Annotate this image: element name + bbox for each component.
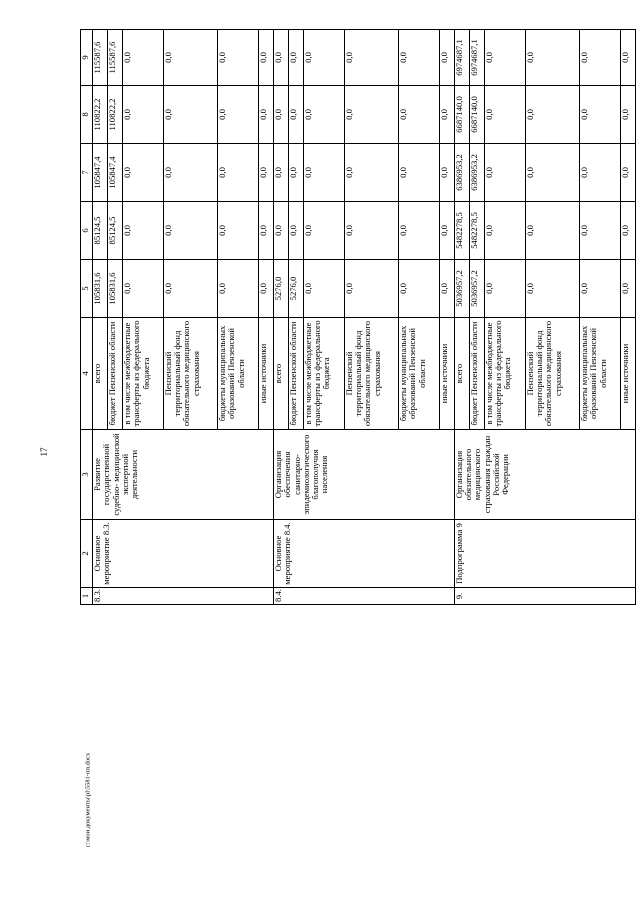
amount-cell: 0,0 [288, 86, 303, 144]
description-cell: Организация обеспечения санитарно-эпидемиологического благополучия населения [273, 430, 454, 520]
amount-cell: 0,0 [303, 86, 344, 144]
amount-cell: 0,0 [344, 202, 398, 260]
amount-cell: 0,0 [525, 144, 579, 202]
rotated-page [80, 30, 636, 605]
amount-cell: 0,0 [303, 202, 344, 260]
amount-cell: 0,0 [484, 86, 525, 144]
header-cell: 5 [81, 260, 93, 318]
amount-cell: 0,0 [258, 86, 273, 144]
table-row [454, 30, 469, 605]
amount-cell: 6386953,2 [454, 144, 469, 202]
amount-cell: 0,0 [484, 260, 525, 318]
measure-name-cell: Подпрограмма 9 [454, 520, 635, 588]
table-body [93, 30, 636, 605]
description-cell: Организация обязательного медицинского страхования граждан Российской Федерации [454, 430, 635, 520]
funding-source-cell: бюджет Пензенской области [107, 318, 122, 430]
amount-cell: 0,0 [258, 260, 273, 318]
amount-cell: 0,0 [288, 30, 303, 86]
amount-cell: 0,0 [580, 202, 621, 260]
amount-cell: 0,0 [580, 30, 621, 86]
amount-cell: 0,0 [303, 144, 344, 202]
amount-cell: 0,0 [399, 86, 440, 144]
amount-cell: 0,0 [399, 202, 440, 260]
header-cell: 3 [81, 430, 93, 520]
amount-cell: 0,0 [258, 202, 273, 260]
funding-source-cell: бюджет Пензенской области [469, 318, 484, 430]
header-cell: 6 [81, 202, 93, 260]
funding-source-cell: всего [93, 318, 108, 430]
amount-cell: 0,0 [525, 202, 579, 260]
description-cell: Развитие государственной судебно- медицинской экспертной деятельности [93, 430, 274, 520]
funding-source-cell: бюджеты муниципальных образований Пензенской области [580, 318, 621, 430]
amount-cell: 110822,2 [107, 86, 122, 144]
amount-cell: 0,0 [273, 144, 288, 202]
funding-source-cell: Пензенский территориальный фонд обязательного медицинского страхования [344, 318, 398, 430]
funding-source-cell: в том числе межбюджетные трансферты из федерального бюджета [303, 318, 344, 430]
amount-cell: 0,0 [344, 86, 398, 144]
page-number: 17 [39, 447, 49, 457]
header-cell: 2 [81, 520, 93, 588]
amount-cell: 0,0 [218, 144, 259, 202]
funding-source-cell: иные источники [620, 318, 635, 430]
code-cell: 9. [454, 588, 635, 605]
amount-cell: 0,0 [163, 144, 217, 202]
amount-cell: 0,0 [273, 202, 288, 260]
amount-cell: 0,0 [122, 144, 163, 202]
amount-cell: 105831,6 [93, 260, 108, 318]
amount-cell: 6974687,1 [454, 30, 469, 86]
amount-cell: 5482278,5 [469, 202, 484, 260]
amount-cell: 6687140,0 [469, 86, 484, 144]
amount-cell: 0,0 [525, 260, 579, 318]
amount-cell: 0,0 [163, 86, 217, 144]
amount-cell: 0,0 [122, 202, 163, 260]
amount-cell: 5276,0 [273, 260, 288, 318]
header-row [81, 30, 93, 605]
amount-cell: 0,0 [288, 144, 303, 202]
amount-cell: 0,0 [439, 30, 454, 86]
amount-cell: 0,0 [580, 144, 621, 202]
amount-cell: 6386953,2 [469, 144, 484, 202]
budget-table [80, 29, 636, 605]
amount-cell: 105847,4 [107, 144, 122, 202]
amount-cell: 0,0 [344, 30, 398, 86]
amount-cell: 0,0 [303, 260, 344, 318]
funding-source-cell: Пензенский территориальный фонд обязательного медицинского страхования [163, 318, 217, 430]
amount-cell: 0,0 [620, 30, 635, 86]
amount-cell: 85124,5 [107, 202, 122, 260]
amount-cell: 0,0 [273, 86, 288, 144]
amount-cell: 0,0 [122, 260, 163, 318]
amount-cell: 0,0 [218, 202, 259, 260]
amount-cell: 0,0 [399, 260, 440, 318]
funding-source-cell: всего [454, 318, 469, 430]
amount-cell: 0,0 [620, 260, 635, 318]
funding-source-cell: бюджет Пензенской области [288, 318, 303, 430]
code-cell: 8.4. [273, 588, 454, 605]
funding-source-cell: иные источники [258, 318, 273, 430]
amount-cell: 5482278,5 [454, 202, 469, 260]
amount-cell: 85124,5 [93, 202, 108, 260]
amount-cell: 0,0 [439, 144, 454, 202]
amount-cell: 0,0 [344, 260, 398, 318]
header-cell: 9 [81, 30, 93, 86]
amount-cell: 0,0 [273, 30, 288, 86]
amount-cell: 0,0 [303, 30, 344, 86]
amount-cell: 0,0 [218, 30, 259, 86]
amount-cell: 105847,4 [93, 144, 108, 202]
amount-cell: 0,0 [484, 144, 525, 202]
measure-name-cell: Основное мероприятие 8.3. [93, 520, 274, 588]
amount-cell: 0,0 [163, 202, 217, 260]
amount-cell: 0,0 [439, 86, 454, 144]
funding-source-cell: в том числе межбюджетные трансферты из федерального бюджета [484, 318, 525, 430]
amount-cell: 105831,6 [107, 260, 122, 318]
amount-cell: 0,0 [218, 86, 259, 144]
amount-cell: 0,0 [620, 202, 635, 260]
amount-cell: 0,0 [218, 260, 259, 318]
header-cell: 4 [81, 318, 93, 430]
amount-cell: 5036957,2 [454, 260, 469, 318]
amount-cell: 0,0 [344, 144, 398, 202]
measure-name-cell: Основное мероприятие 8.4. [273, 520, 454, 588]
funding-source-cell: бюджеты муниципальных образований Пензенской области [218, 318, 259, 430]
funding-source-cell: в том числе межбюджетные трансферты из федерального бюджета [122, 318, 163, 430]
funding-source-cell: бюджеты муниципальных образований Пензенской области [399, 318, 440, 430]
amount-cell: 0,0 [258, 144, 273, 202]
amount-cell: 0,0 [122, 30, 163, 86]
amount-cell: 0,0 [439, 260, 454, 318]
amount-cell: 0,0 [288, 202, 303, 260]
amount-cell: 0,0 [620, 144, 635, 202]
amount-cell: 0,0 [258, 30, 273, 86]
amount-cell: 0,0 [399, 30, 440, 86]
amount-cell: 0,0 [399, 144, 440, 202]
code-cell: 8.3. [93, 588, 274, 605]
amount-cell: 0,0 [163, 260, 217, 318]
header-cell: 7 [81, 144, 93, 202]
amount-cell: 6974687,1 [469, 30, 484, 86]
amount-cell: 0,0 [580, 260, 621, 318]
amount-cell: 115587,6 [107, 30, 122, 86]
amount-cell: 0,0 [525, 86, 579, 144]
funding-source-cell: иные источники [439, 318, 454, 430]
table-row [273, 30, 288, 605]
table-row [93, 30, 108, 605]
funding-source-cell: Пензенский территориальный фонд обязательного медицинского страхования [525, 318, 579, 430]
amount-cell: 0,0 [525, 30, 579, 86]
amount-cell: 5036957,2 [469, 260, 484, 318]
header-cell: 8 [81, 86, 93, 144]
header-cell: 1 [81, 588, 93, 605]
amount-cell: 0,0 [439, 202, 454, 260]
amount-cell: 115587,6 [93, 30, 108, 86]
amount-cell: 0,0 [580, 86, 621, 144]
funding-source-cell: всего [273, 318, 288, 430]
footer-file-path: c:\мои документы\pl\5581-пп.docx [84, 752, 92, 848]
amount-cell: 0,0 [163, 30, 217, 86]
amount-cell: 0,0 [122, 86, 163, 144]
amount-cell: 5276,0 [288, 260, 303, 318]
amount-cell: 6687140,0 [454, 86, 469, 144]
amount-cell: 0,0 [484, 202, 525, 260]
amount-cell: 110822,2 [93, 86, 108, 144]
amount-cell: 0,0 [620, 86, 635, 144]
amount-cell: 0,0 [484, 30, 525, 86]
